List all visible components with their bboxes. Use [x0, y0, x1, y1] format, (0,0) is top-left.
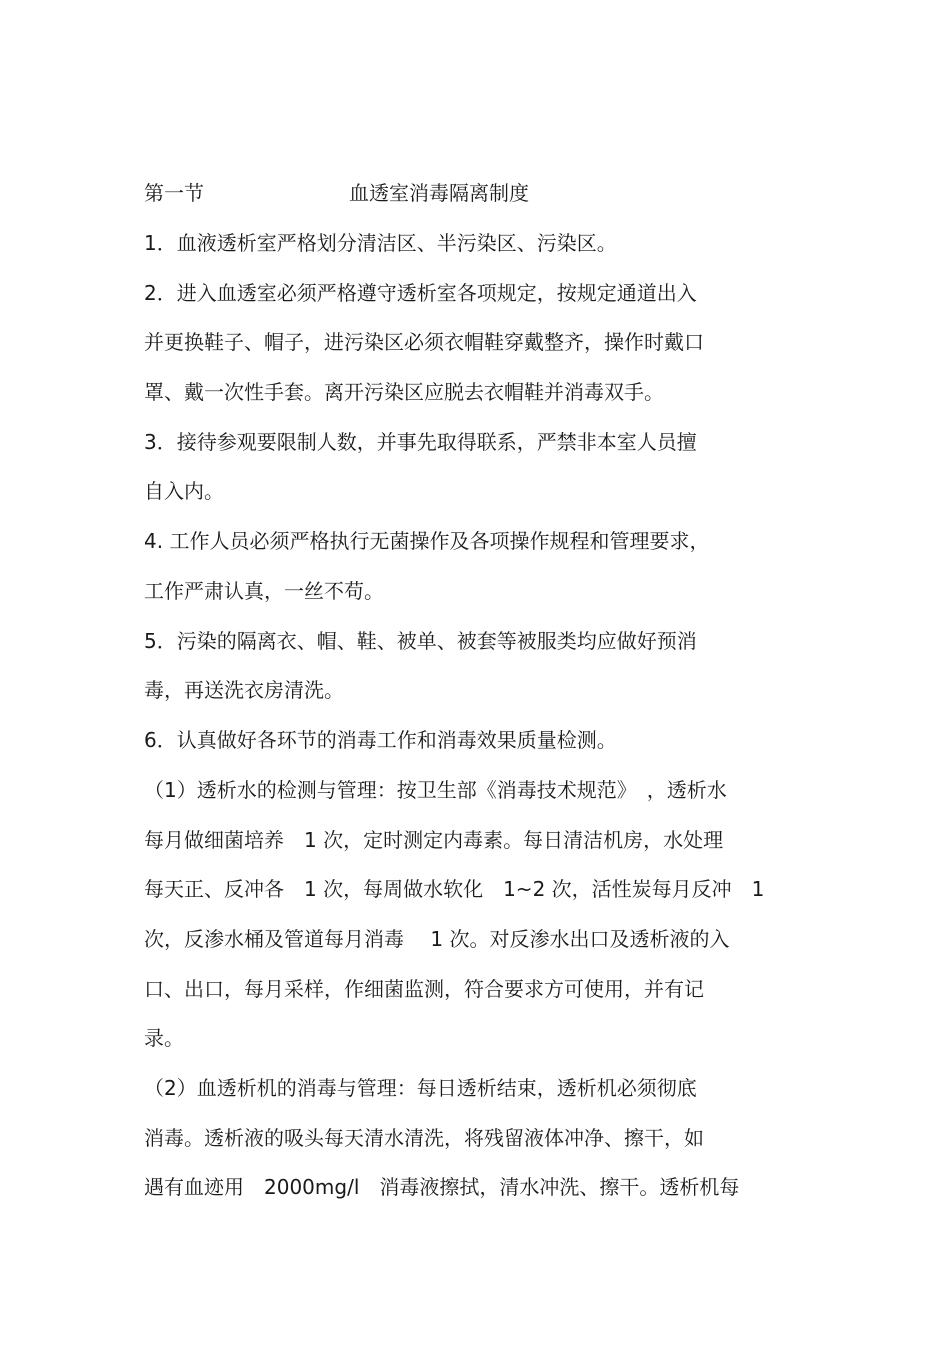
text-line: 毒，再送洗衣房清洗。 — [144, 678, 344, 702]
text-line: 并更换鞋子、帽子，进污染区必须衣帽鞋穿戴整齐，操作时戴口 — [144, 330, 704, 354]
text-line: 自入内。 — [144, 479, 224, 503]
text-line: 6．认真做好各环节的消毒工作和消毒效果质量检测。 — [144, 728, 617, 752]
text-line: 消毒。透析液的吸头每天清水清洗，将残留液体冲净、擦干，如 — [144, 1126, 704, 1150]
text-line: 每月做细菌培养 1 次，定时测定内毒素。每日清洁机房，水处理 — [144, 828, 724, 852]
text-line: 3．接待参观要限制人数，并事先取得联系，严禁非本室人员擅 — [144, 430, 697, 454]
text-line: 2．进入血透室必须严格遵守透析室各项规定，按规定通道出入 — [144, 281, 697, 305]
text-line: 次，反渗水桶及管道每月消毒 1 次。对反渗水出口及透析液的入 — [144, 927, 730, 951]
text-line: 工作严肃认真，一丝不苟。 — [144, 579, 384, 603]
page-title: 血透室消毒隔离制度 — [349, 181, 529, 205]
text-line: 5．污染的隔离衣、帽、鞋、被单、被套等被服类均应做好预消 — [144, 629, 697, 653]
text-line: （2）血透析机的消毒与管理：每日透析结束，透析机必须彻底 — [144, 1076, 697, 1100]
text-line: 罩、戴一次性手套。离开污染区应脱去衣帽鞋并消毒双手。 — [144, 380, 664, 404]
text-line: 1．血液透析室严格划分清洁区、半污染区、污染区。 — [144, 231, 617, 255]
text-line: 4. 工作人员必须严格执行无菌操作及各项操作规程和管理要求， — [144, 529, 710, 553]
text-line: 口、出口，每月采样，作细菌监测，符合要求方可使用，并有记 — [144, 977, 704, 1001]
text-line: 遇有血迹用 2000mg/l 消毒液擦拭，清水冲洗、擦干。透析机每 — [144, 1175, 740, 1199]
text-line: 录。 — [144, 1026, 184, 1050]
text-line: 每天正、反冲各 1 次，每周做水软化 1~2 次，活性炭每月反冲 1 — [144, 877, 765, 901]
text-line: （1）透析水的检测与管理：按卫生部《消毒技术规范》 ，透析水 — [144, 778, 727, 802]
section-label: 第一节 — [144, 181, 204, 205]
